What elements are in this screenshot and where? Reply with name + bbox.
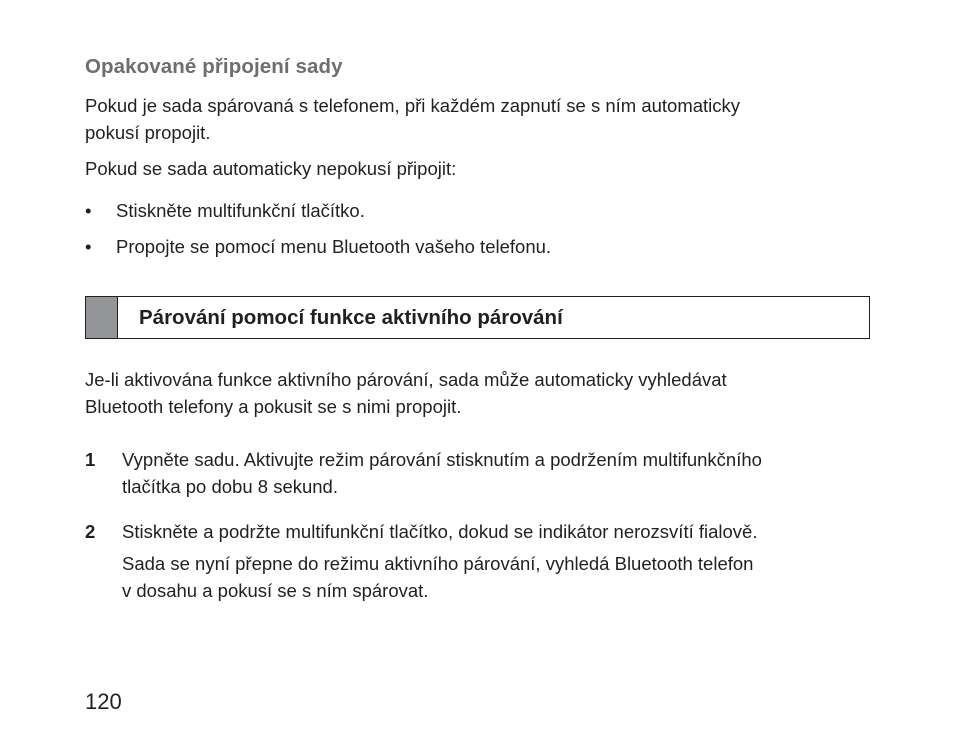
list-item-text: Stiskněte multifunkční tlačítko. bbox=[116, 200, 365, 221]
list-item-text: Propojte se pomocí menu Bluetooth vašeho telefonu. bbox=[116, 236, 552, 257]
step-text bbox=[122, 446, 870, 500]
active-pairing-intro-line2: Bluetooth telefony a pokusit se s nimi propojit. bbox=[85, 396, 462, 417]
page-number: 120 bbox=[85, 689, 122, 714]
bullet-marker: • bbox=[85, 200, 92, 221]
fallback-paragraph: Pokud se sada automaticky nepokusí připojit: bbox=[85, 158, 457, 179]
reconnect-paragraph-line2: pokusí propojit. bbox=[85, 122, 211, 143]
step-text-line1: Vypněte sadu. Aktivujte režim párování stisknutím a podržením multifunkčního bbox=[122, 449, 762, 470]
reconnect-paragraph bbox=[85, 92, 865, 146]
step-text-line1: Stiskněte a podržte multifunkční tlačítko, dokud se indikátor nerozsvítí fialově. bbox=[122, 521, 758, 542]
step-number: 1 bbox=[85, 449, 96, 470]
step-number: 2 bbox=[85, 521, 96, 542]
manual-page bbox=[85, 0, 870, 742]
step-note bbox=[122, 550, 870, 604]
section-title: Párování pomocí funkce aktivního párování bbox=[139, 306, 563, 329]
step-note-line2: v dosahu a pokusí se s ním spárovat. bbox=[122, 580, 429, 601]
active-pairing-intro-line1: Je-li aktivována funkce aktivního párování, sada může automaticky vyhledávat bbox=[85, 369, 727, 390]
reconnect-paragraph-line1: Pokud je sada spárovaná s telefonem, při každém zapnutí se s ním automaticky bbox=[85, 95, 741, 116]
active-pairing-intro bbox=[85, 366, 865, 420]
section-heading-reconnect: Opakované připojení sady bbox=[85, 55, 343, 78]
bullet-marker: • bbox=[85, 236, 92, 257]
section-accent-block bbox=[86, 297, 118, 338]
section-title-box bbox=[85, 296, 870, 339]
step-text-line2: tlačítka po dobu 8 sekund. bbox=[122, 476, 338, 497]
step-note-line1: Sada se nyní přepne do režimu aktivního párování, vyhledá Bluetooth telefon bbox=[122, 553, 754, 574]
step-text bbox=[122, 518, 870, 545]
